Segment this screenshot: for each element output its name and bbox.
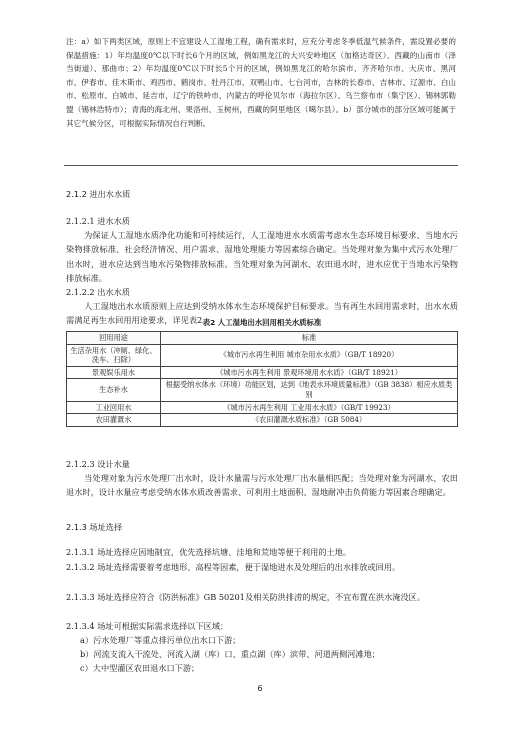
- table-cell-standard: 《城市污水再生利用 工业用水水质》（GB/T 19923）: [161, 401, 458, 414]
- site-item-3: 2.1.3.3 场址选择应符合《防洪标准》GB 50201及相关防洪排涝的规定，不宜布置在洪水淹没区。: [66, 592, 426, 602]
- table-cell-purpose: 生态补水: [67, 379, 161, 401]
- paragraph-design-flow: 当处理对象为污水处理厂出水时，设计水量需与污水处理厂出水量相匹配；当处理对象为河湖水、农田退水时，设计水量应考虑受纳水体水质改善需求、可利用土地面积、湿地耐冲击负荷能力等因素合理确定。: [66, 473, 458, 498]
- section-heading-2-1-2: 2.1.2 进出水水质: [66, 189, 131, 199]
- subheading-design-flow: 2.1.2.3 设计水量: [66, 459, 130, 469]
- paragraph-outflow-quality: 人工湿地出水水质原则上应达到受纳水体水生态环境保护目标要求。当有再生水回用需求时，出水水质需满足再生水回用用途要求，详见表2。: [66, 301, 458, 326]
- subheading-inflow-quality: 2.1.2.1 进水水质: [66, 216, 130, 226]
- site-list-item-b: b）河流支流入干流处、河流入湖（库）口、重点湖（库）滨带、河道两侧河滩地；: [80, 649, 380, 659]
- table-cell-purpose: 景观娱乐用水: [67, 366, 161, 379]
- table-row: [67, 414, 458, 427]
- table-cell-purpose: 农田灌溉水: [67, 414, 161, 427]
- site-item-1: 2.1.3.1 场址选择应因地制宜，优先选择坑塘、洼地和荒地等便于利用的土地。: [66, 547, 352, 557]
- table-cell-purpose: 生活杂用水（冲厕、绿化、洗车、扫除）: [67, 344, 161, 366]
- table-row: [67, 401, 458, 414]
- table-header-row: [67, 332, 458, 345]
- table-cell-purpose: 工业回用水: [67, 401, 161, 414]
- site-list-item-c: c）大中型灌区农田退水口下游；: [80, 663, 200, 673]
- table-row: [67, 366, 458, 379]
- table-cell-standard: 《城市污水再生利用 景观环境用水水质》（GB/T 18921）: [161, 366, 458, 379]
- page-number: 6: [257, 684, 263, 693]
- table-cell-standard: 根据受纳水体水（环境）功能区划，达到《地表水环境质量标准》（GB 3838）相应水质类别: [161, 379, 458, 401]
- site-item-2: 2.1.3.2 场址选择需要着考虑地形、高程等因素，便于湿地进水及处理后的出水排放或回用。: [66, 562, 401, 572]
- table-caption: 表2 人工湿地出水回用相关水质标准: [202, 318, 322, 327]
- table-row: [67, 379, 458, 401]
- section-divider: [64, 165, 458, 166]
- site-item-4: 2.1.3.4 场址可根据实际需求选择以下区域：: [66, 621, 229, 631]
- table-cell-standard: 《农田灌溉水质标准》（GB 5084）: [161, 414, 458, 427]
- table-row: [67, 344, 458, 366]
- header-reuse-purpose: 回用用途: [67, 332, 161, 345]
- table-cell-standard: 《城市污水再生利用 城市杂用水水质》（GB/T 18920）: [161, 344, 458, 366]
- header-standard: 标准: [161, 332, 458, 345]
- site-list-item-a: a）污水处理厂等重点排污单位出水口下游；: [80, 635, 241, 645]
- climate-note: 注：a）如下两类区域，原则上不宜建设人工湿地工程，确有需求时，应充分考虑冬季低温气候条件，需设置必要的保温措施：1）年均温度0℃以下时长6个月的区域，例如黑龙江的大兴安岭地区（加格达奇区）、西藏的山南市（泽当街道）、那曲市；2）年均温度0℃以下时长5个月的区域，例如黑龙江的哈尔滨市、齐齐哈尔市、大庆市、黑河市、伊春市、佳木斯市、鸡西市、鹤岗市、牡丹江市、双鸭山市、七台河市，吉林的长春市、吉林市、辽源市、白山市、松原市、白城市、延吉市，辽宁的铁岭市，内蒙古的呼伦贝尔市（海拉尔区）、乌兰察布市（集宁区）、锡林郭勒盟（锡林浩特市）；青海的海北州、果洛州、玉树州，西藏的阿里地区（噶尔县）。b）部分城市的部分区域可能属于其它气候分区，可根据实际情况自行判断。: [66, 37, 456, 128]
- section-heading-2-1-3: 2.1.3 场址选择: [66, 522, 123, 532]
- subheading-outflow-quality: 2.1.2.2 出水水质: [66, 287, 130, 297]
- reuse-standards-table: [66, 331, 458, 427]
- paragraph-inflow-quality: 为保证人工湿地水质净化功能和可持续运行，人工湿地进水水质需考虑水生态环境目标要求、当地水污染物排放标准、社会经济情况、用户需求、湿地处理能力等因素综合确定。当处理对象为集中式污水处理厂出水时，进水应达到当地水污染物排放标准。当处理对象为河湖水、农田退水时，进水应优于当地水污染物排放标准。: [66, 230, 458, 284]
